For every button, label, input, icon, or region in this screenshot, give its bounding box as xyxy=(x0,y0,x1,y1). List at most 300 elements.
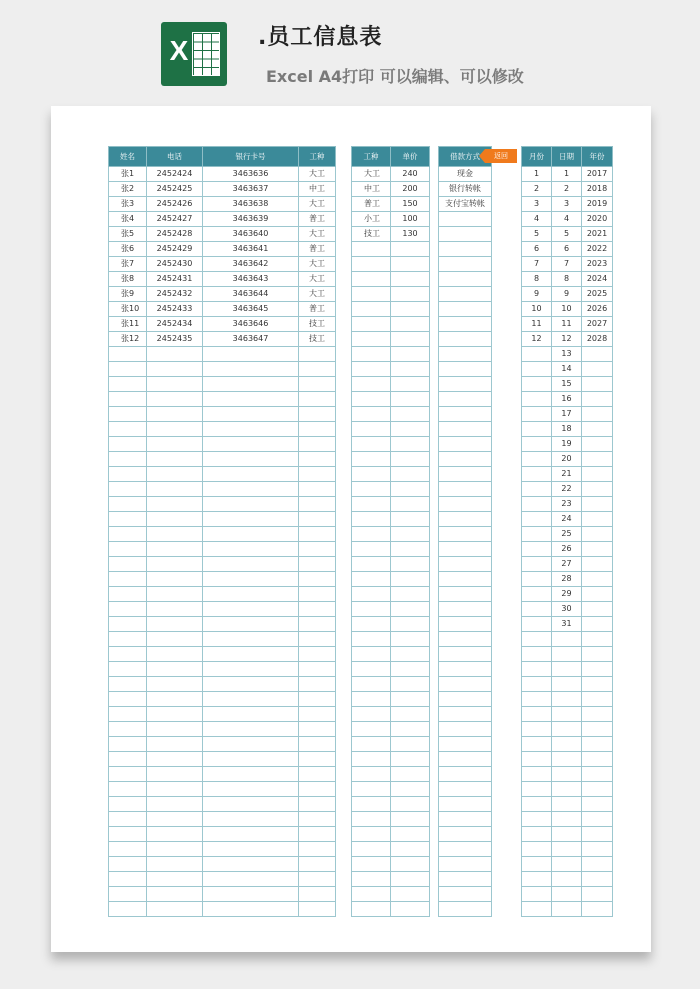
table-cell[interactable] xyxy=(391,752,430,767)
table-cell[interactable] xyxy=(522,422,552,437)
table-cell[interactable] xyxy=(391,362,430,377)
table-cell[interactable]: 240 xyxy=(391,167,430,182)
table-cell[interactable] xyxy=(582,542,613,557)
table-cell[interactable] xyxy=(391,332,430,347)
table-cell[interactable] xyxy=(352,437,391,452)
table-cell[interactable] xyxy=(391,902,430,917)
table-cell[interactable]: 张10 xyxy=(109,302,147,317)
table-cell[interactable] xyxy=(391,347,430,362)
table-cell[interactable]: 31 xyxy=(552,617,582,632)
table-cell[interactable] xyxy=(352,527,391,542)
table-cell[interactable] xyxy=(352,302,391,317)
table-cell[interactable]: 2452431 xyxy=(147,272,203,287)
table-cell[interactable] xyxy=(391,422,430,437)
table-cell[interactable]: 技工 xyxy=(299,317,336,332)
table-cell[interactable] xyxy=(109,437,147,452)
table-cell[interactable] xyxy=(582,527,613,542)
table-cell[interactable]: 9 xyxy=(522,287,552,302)
table-cell[interactable] xyxy=(582,707,613,722)
table-cell[interactable] xyxy=(352,887,391,902)
table-cell[interactable] xyxy=(439,557,492,572)
table-cell[interactable] xyxy=(582,647,613,662)
table-cell[interactable] xyxy=(439,887,492,902)
table-cell[interactable] xyxy=(582,692,613,707)
table-cell[interactable]: 2 xyxy=(552,182,582,197)
table-cell[interactable] xyxy=(552,857,582,872)
table-cell[interactable] xyxy=(352,812,391,827)
table-cell[interactable] xyxy=(439,857,492,872)
table-cell[interactable] xyxy=(203,542,299,557)
table-cell[interactable] xyxy=(147,902,203,917)
table-cell[interactable] xyxy=(439,782,492,797)
table-cell[interactable] xyxy=(391,482,430,497)
table-cell[interactable]: 3463643 xyxy=(203,272,299,287)
table-cell[interactable]: 1 xyxy=(522,167,552,182)
table-cell[interactable]: 技工 xyxy=(352,227,391,242)
table-cell[interactable] xyxy=(522,812,552,827)
table-cell[interactable] xyxy=(299,782,336,797)
table-cell[interactable] xyxy=(582,872,613,887)
table-cell[interactable] xyxy=(109,527,147,542)
table-cell[interactable] xyxy=(522,632,552,647)
table-cell[interactable]: 张2 xyxy=(109,182,147,197)
table-cell[interactable] xyxy=(582,737,613,752)
table-cell[interactable] xyxy=(391,452,430,467)
table-cell[interactable] xyxy=(147,842,203,857)
table-cell[interactable] xyxy=(109,722,147,737)
table-cell[interactable]: 大工 xyxy=(299,272,336,287)
table-cell[interactable] xyxy=(391,542,430,557)
table-cell[interactable] xyxy=(552,662,582,677)
table-cell[interactable] xyxy=(391,527,430,542)
table-cell[interactable] xyxy=(582,482,613,497)
table-cell[interactable]: 24 xyxy=(552,512,582,527)
table-cell[interactable] xyxy=(391,587,430,602)
table-cell[interactable]: 11 xyxy=(522,317,552,332)
table-cell[interactable]: 大工 xyxy=(299,197,336,212)
table-cell[interactable] xyxy=(203,647,299,662)
table-cell[interactable] xyxy=(109,812,147,827)
table-cell[interactable] xyxy=(582,467,613,482)
table-cell[interactable]: 中工 xyxy=(299,182,336,197)
table-cell[interactable] xyxy=(203,857,299,872)
table-cell[interactable] xyxy=(147,632,203,647)
table-cell[interactable]: 20 xyxy=(552,452,582,467)
table-cell[interactable] xyxy=(147,362,203,377)
table-cell[interactable] xyxy=(352,707,391,722)
table-cell[interactable]: 27 xyxy=(552,557,582,572)
table-cell[interactable] xyxy=(352,827,391,842)
table-cell[interactable] xyxy=(147,557,203,572)
table-cell[interactable] xyxy=(582,812,613,827)
table-cell[interactable]: 2452426 xyxy=(147,197,203,212)
table-cell[interactable]: 1 xyxy=(552,167,582,182)
table-cell[interactable] xyxy=(109,632,147,647)
table-cell[interactable] xyxy=(147,542,203,557)
table-cell[interactable] xyxy=(109,842,147,857)
table-cell[interactable] xyxy=(522,647,552,662)
table-cell[interactable] xyxy=(391,272,430,287)
table-cell[interactable] xyxy=(522,767,552,782)
table-cell[interactable] xyxy=(439,482,492,497)
table-cell[interactable]: 张12 xyxy=(109,332,147,347)
table-cell[interactable] xyxy=(439,872,492,887)
table-cell[interactable] xyxy=(439,317,492,332)
table-cell[interactable] xyxy=(391,872,430,887)
table-cell[interactable]: 3 xyxy=(522,197,552,212)
table-cell[interactable]: 3463641 xyxy=(203,242,299,257)
table-cell[interactable]: 技工 xyxy=(299,332,336,347)
table-cell[interactable] xyxy=(352,737,391,752)
table-cell[interactable] xyxy=(582,587,613,602)
table-cell[interactable] xyxy=(109,497,147,512)
table-cell[interactable] xyxy=(439,797,492,812)
table-cell[interactable] xyxy=(299,812,336,827)
table-cell[interactable]: 2452425 xyxy=(147,182,203,197)
table-cell[interactable]: 3463646 xyxy=(203,317,299,332)
table-cell[interactable]: 3463637 xyxy=(203,182,299,197)
table-cell[interactable] xyxy=(147,887,203,902)
table-cell[interactable] xyxy=(203,602,299,617)
table-cell[interactable] xyxy=(147,512,203,527)
table-cell[interactable] xyxy=(109,707,147,722)
table-cell[interactable] xyxy=(203,692,299,707)
table-cell[interactable] xyxy=(582,497,613,512)
table-cell[interactable] xyxy=(391,797,430,812)
table-cell[interactable]: 5 xyxy=(552,227,582,242)
table-cell[interactable] xyxy=(203,797,299,812)
table-cell[interactable] xyxy=(552,752,582,767)
table-cell[interactable] xyxy=(439,272,492,287)
table-cell[interactable] xyxy=(299,677,336,692)
table-cell[interactable] xyxy=(203,347,299,362)
table-cell[interactable] xyxy=(439,842,492,857)
table-cell[interactable] xyxy=(352,542,391,557)
table-cell[interactable] xyxy=(352,647,391,662)
table-cell[interactable] xyxy=(352,362,391,377)
table-cell[interactable]: 29 xyxy=(552,587,582,602)
table-cell[interactable]: 2452428 xyxy=(147,227,203,242)
table-cell[interactable] xyxy=(203,887,299,902)
table-cell[interactable] xyxy=(147,482,203,497)
table-cell[interactable] xyxy=(439,902,492,917)
table-cell[interactable] xyxy=(203,362,299,377)
table-cell[interactable] xyxy=(203,737,299,752)
table-cell[interactable] xyxy=(552,692,582,707)
table-cell[interactable] xyxy=(439,767,492,782)
table-cell[interactable] xyxy=(582,857,613,872)
table-cell[interactable] xyxy=(522,362,552,377)
table-cell[interactable] xyxy=(582,827,613,842)
table-cell[interactable] xyxy=(391,497,430,512)
table-cell[interactable] xyxy=(522,902,552,917)
table-cell[interactable]: 张3 xyxy=(109,197,147,212)
table-cell[interactable] xyxy=(522,407,552,422)
table-cell[interactable] xyxy=(391,257,430,272)
table-cell[interactable]: 16 xyxy=(552,392,582,407)
table-cell[interactable] xyxy=(299,617,336,632)
table-cell[interactable] xyxy=(299,722,336,737)
table-cell[interactable] xyxy=(299,347,336,362)
table-cell[interactable] xyxy=(391,467,430,482)
table-cell[interactable] xyxy=(352,632,391,647)
table-cell[interactable] xyxy=(352,872,391,887)
table-cell[interactable]: 4 xyxy=(552,212,582,227)
table-cell[interactable] xyxy=(299,512,336,527)
table-cell[interactable] xyxy=(203,707,299,722)
table-cell[interactable] xyxy=(582,887,613,902)
table-cell[interactable] xyxy=(439,632,492,647)
table-cell[interactable] xyxy=(352,722,391,737)
table-cell[interactable]: 3463636 xyxy=(203,167,299,182)
table-cell[interactable] xyxy=(109,512,147,527)
table-cell[interactable] xyxy=(109,797,147,812)
table-cell[interactable] xyxy=(352,467,391,482)
table-cell[interactable] xyxy=(203,767,299,782)
table-cell[interactable] xyxy=(299,557,336,572)
table-cell[interactable] xyxy=(522,557,552,572)
table-cell[interactable] xyxy=(552,707,582,722)
table-cell[interactable] xyxy=(352,752,391,767)
table-cell[interactable] xyxy=(203,812,299,827)
table-cell[interactable]: 3463640 xyxy=(203,227,299,242)
table-cell[interactable] xyxy=(352,407,391,422)
table-cell[interactable] xyxy=(299,662,336,677)
table-cell[interactable] xyxy=(582,782,613,797)
table-cell[interactable]: 张4 xyxy=(109,212,147,227)
table-cell[interactable]: 2019 xyxy=(582,197,613,212)
table-cell[interactable] xyxy=(109,542,147,557)
table-cell[interactable]: 大工 xyxy=(299,257,336,272)
table-cell[interactable] xyxy=(552,782,582,797)
table-cell[interactable] xyxy=(352,572,391,587)
table-cell[interactable]: 普工 xyxy=(299,302,336,317)
table-cell[interactable] xyxy=(203,632,299,647)
table-cell[interactable] xyxy=(439,707,492,722)
table-cell[interactable] xyxy=(582,902,613,917)
table-cell[interactable] xyxy=(391,557,430,572)
table-cell[interactable] xyxy=(109,752,147,767)
return-button[interactable]: 返回 xyxy=(485,149,517,163)
table-cell[interactable] xyxy=(582,407,613,422)
table-cell[interactable]: 小工 xyxy=(352,212,391,227)
table-cell[interactable] xyxy=(391,647,430,662)
table-cell[interactable] xyxy=(299,767,336,782)
table-cell[interactable] xyxy=(439,602,492,617)
table-cell[interactable] xyxy=(147,722,203,737)
table-cell[interactable] xyxy=(439,572,492,587)
table-cell[interactable] xyxy=(109,482,147,497)
table-cell[interactable] xyxy=(391,722,430,737)
table-cell[interactable] xyxy=(203,407,299,422)
table-cell[interactable] xyxy=(203,827,299,842)
table-cell[interactable]: 22 xyxy=(552,482,582,497)
table-cell[interactable] xyxy=(203,872,299,887)
table-cell[interactable]: 2025 xyxy=(582,287,613,302)
table-cell[interactable]: 2026 xyxy=(582,302,613,317)
table-cell[interactable] xyxy=(352,287,391,302)
table-cell[interactable] xyxy=(552,677,582,692)
table-cell[interactable] xyxy=(352,497,391,512)
table-cell[interactable] xyxy=(522,737,552,752)
table-cell[interactable] xyxy=(299,467,336,482)
table-cell[interactable] xyxy=(552,737,582,752)
table-cell[interactable] xyxy=(203,527,299,542)
table-cell[interactable]: 2024 xyxy=(582,272,613,287)
table-cell[interactable]: 2452429 xyxy=(147,242,203,257)
table-cell[interactable] xyxy=(439,332,492,347)
table-cell[interactable] xyxy=(352,692,391,707)
table-cell[interactable] xyxy=(109,647,147,662)
table-cell[interactable] xyxy=(109,737,147,752)
table-cell[interactable] xyxy=(109,692,147,707)
table-cell[interactable] xyxy=(391,887,430,902)
table-cell[interactable] xyxy=(391,842,430,857)
table-cell[interactable] xyxy=(299,797,336,812)
table-cell[interactable]: 10 xyxy=(522,302,552,317)
table-cell[interactable] xyxy=(582,602,613,617)
table-cell[interactable]: 100 xyxy=(391,212,430,227)
table-cell[interactable] xyxy=(147,767,203,782)
table-cell[interactable] xyxy=(439,542,492,557)
table-cell[interactable] xyxy=(203,722,299,737)
table-cell[interactable] xyxy=(522,542,552,557)
table-cell[interactable] xyxy=(203,902,299,917)
table-cell[interactable] xyxy=(109,452,147,467)
table-cell[interactable] xyxy=(299,362,336,377)
table-cell[interactable] xyxy=(299,587,336,602)
table-cell[interactable] xyxy=(147,707,203,722)
table-cell[interactable]: 现金 xyxy=(439,167,492,182)
table-cell[interactable] xyxy=(299,407,336,422)
table-cell[interactable] xyxy=(522,467,552,482)
table-cell[interactable] xyxy=(299,527,336,542)
table-cell[interactable] xyxy=(147,377,203,392)
table-cell[interactable] xyxy=(391,707,430,722)
table-cell[interactable]: 3463642 xyxy=(203,257,299,272)
table-cell[interactable]: 2022 xyxy=(582,242,613,257)
table-cell[interactable] xyxy=(352,512,391,527)
table-cell[interactable] xyxy=(391,827,430,842)
table-cell[interactable] xyxy=(147,797,203,812)
table-cell[interactable]: 25 xyxy=(552,527,582,542)
table-cell[interactable]: 2452432 xyxy=(147,287,203,302)
table-cell[interactable] xyxy=(109,677,147,692)
table-cell[interactable] xyxy=(147,437,203,452)
table-cell[interactable]: 3463647 xyxy=(203,332,299,347)
table-cell[interactable]: 19 xyxy=(552,437,582,452)
table-cell[interactable] xyxy=(439,362,492,377)
table-cell[interactable] xyxy=(439,377,492,392)
table-cell[interactable] xyxy=(439,407,492,422)
table-cell[interactable] xyxy=(147,812,203,827)
table-cell[interactable] xyxy=(391,572,430,587)
table-cell[interactable] xyxy=(391,632,430,647)
table-cell[interactable] xyxy=(147,407,203,422)
table-cell[interactable] xyxy=(522,752,552,767)
table-cell[interactable] xyxy=(299,872,336,887)
table-cell[interactable] xyxy=(203,452,299,467)
table-cell[interactable] xyxy=(147,647,203,662)
table-cell[interactable]: 2023 xyxy=(582,257,613,272)
table-cell[interactable] xyxy=(203,422,299,437)
table-cell[interactable] xyxy=(352,602,391,617)
table-cell[interactable] xyxy=(299,842,336,857)
table-cell[interactable] xyxy=(552,722,582,737)
table-cell[interactable] xyxy=(582,362,613,377)
table-cell[interactable] xyxy=(352,842,391,857)
table-cell[interactable] xyxy=(299,392,336,407)
table-cell[interactable] xyxy=(299,707,336,722)
table-cell[interactable] xyxy=(439,467,492,482)
table-cell[interactable] xyxy=(109,407,147,422)
table-cell[interactable] xyxy=(147,692,203,707)
table-cell[interactable] xyxy=(109,392,147,407)
table-cell[interactable] xyxy=(552,797,582,812)
table-cell[interactable]: 普工 xyxy=(299,212,336,227)
table-cell[interactable] xyxy=(352,677,391,692)
table-cell[interactable]: 3463644 xyxy=(203,287,299,302)
table-cell[interactable] xyxy=(582,572,613,587)
table-cell[interactable] xyxy=(582,767,613,782)
table-cell[interactable] xyxy=(582,437,613,452)
table-cell[interactable]: 2 xyxy=(522,182,552,197)
table-cell[interactable] xyxy=(147,752,203,767)
table-cell[interactable]: 银行转帐 xyxy=(439,182,492,197)
table-cell[interactable] xyxy=(109,872,147,887)
table-cell[interactable]: 2452424 xyxy=(147,167,203,182)
table-cell[interactable] xyxy=(522,572,552,587)
table-cell[interactable] xyxy=(109,557,147,572)
table-cell[interactable] xyxy=(582,797,613,812)
table-cell[interactable] xyxy=(522,857,552,872)
table-cell[interactable] xyxy=(391,407,430,422)
table-cell[interactable]: 支付宝转帐 xyxy=(439,197,492,212)
table-cell[interactable] xyxy=(439,812,492,827)
table-cell[interactable] xyxy=(147,392,203,407)
table-cell[interactable] xyxy=(299,857,336,872)
table-cell[interactable] xyxy=(299,692,336,707)
table-cell[interactable] xyxy=(109,887,147,902)
table-cell[interactable] xyxy=(299,422,336,437)
table-cell[interactable] xyxy=(203,842,299,857)
table-cell[interactable]: 3463639 xyxy=(203,212,299,227)
table-cell[interactable] xyxy=(439,302,492,317)
table-cell[interactable] xyxy=(109,767,147,782)
table-cell[interactable] xyxy=(391,287,430,302)
table-cell[interactable] xyxy=(391,737,430,752)
table-cell[interactable] xyxy=(391,512,430,527)
table-cell[interactable]: 200 xyxy=(391,182,430,197)
table-cell[interactable] xyxy=(391,857,430,872)
table-cell[interactable] xyxy=(582,512,613,527)
table-cell[interactable]: 11 xyxy=(552,317,582,332)
table-cell[interactable] xyxy=(203,497,299,512)
table-cell[interactable] xyxy=(439,617,492,632)
table-cell[interactable] xyxy=(582,452,613,467)
table-cell[interactable] xyxy=(299,482,336,497)
table-cell[interactable] xyxy=(147,467,203,482)
table-cell[interactable]: 普工 xyxy=(352,197,391,212)
table-cell[interactable] xyxy=(352,857,391,872)
table-cell[interactable] xyxy=(147,347,203,362)
table-cell[interactable] xyxy=(203,617,299,632)
table-cell[interactable] xyxy=(391,302,430,317)
table-cell[interactable] xyxy=(582,842,613,857)
table-cell[interactable] xyxy=(439,752,492,767)
table-cell[interactable] xyxy=(299,737,336,752)
table-cell[interactable]: 2017 xyxy=(582,167,613,182)
